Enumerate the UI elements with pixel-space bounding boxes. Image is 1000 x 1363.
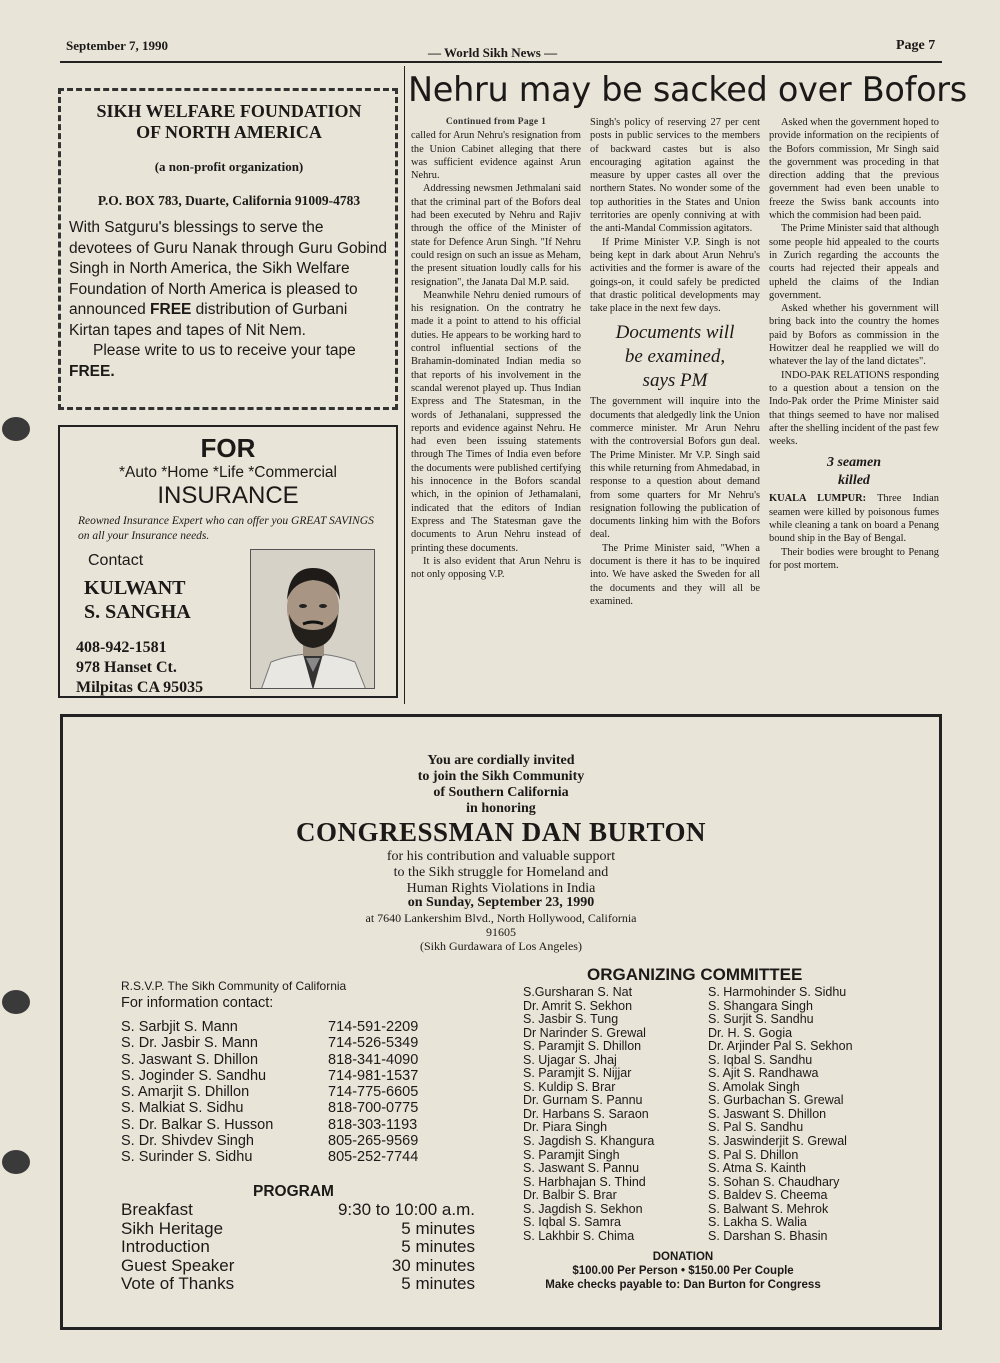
agent-phone: 408-942-1581 bbox=[76, 639, 167, 656]
contact-row: S. Sarbjit S. Mann 714-591-2209 bbox=[121, 1019, 419, 1035]
honoree-name: CONGRESSMAN DAN BURTON bbox=[295, 817, 707, 847]
committee-member: S. Jagdish S. Khangura bbox=[523, 1134, 655, 1149]
continued-kicker: Continued from Page 1 bbox=[445, 117, 547, 127]
foundation-message: With Satguru's blessings to serve the devotees of Guru Nanak through Guru Gobind Singh in North America, the Sikh Welfare Foundation of North America is pleased to announced FREE distribution of Gurbani Kirtan tapes and tapes of Nit Nem. Please write to us to receive your tape FREE. bbox=[69, 219, 387, 380]
committee-member: Dr. Balbir S. Brar bbox=[523, 1188, 617, 1203]
committee-member: S. Jaswant S. Pannu bbox=[523, 1161, 640, 1176]
committee-member: Dr. Amrit S. Sekhon bbox=[523, 998, 633, 1013]
committee-member: S. Paramjit S. Nijjar bbox=[523, 1066, 632, 1081]
subhead-seamen: 3 seamen killed bbox=[826, 455, 882, 489]
agent-name: KULWANT S. SANGHA bbox=[84, 577, 191, 623]
article-column-3: Asked when the government hoped to provide information on the recipients of the Bofors commission, Mr Singh said the government was proceding in that direction adding that the previous government had even been unable to freeze the Swiss bank accounts into which the commision had been paid. The Prime Minister said that although some people hid appealed to the courts in Zurich regarding the accounts the courts had rejected their appeals and upheld the claims of the Indian government. Asked whether his government will bring back into the country the homes paid by Bofors as commission in the Howitzer deal he reapplied we will do whatever the lay of the land dictates". INDO-PAK RELATIONS responding to a question about a tension on the Indo-Pak order the Prime Minister said that things seemed to have nor malised after the shelling incident of the past few weeks. 3 seamen killed KUALA LUMPUR: Three Indian seamen were killed by poisonous fumes while cleaning a tank on board a Penang bound ship in the Bay of Bengal. Their bodies were brought to Penang for post mortem. bbox=[769, 117, 939, 571]
page-number: Page 7 bbox=[896, 38, 936, 53]
issue-date: September 7, 1990 bbox=[66, 38, 168, 53]
contact-row: S. Malkiat S. Sidhu 818-700-0775 bbox=[121, 1100, 419, 1117]
committee-member: S. Lakha S. Walia bbox=[708, 1215, 807, 1230]
insurance-ad bbox=[58, 425, 398, 698]
committee-member: S.Gursharan S. Nat bbox=[523, 985, 633, 999]
committee-member: S. Sohan S. Chaudhary bbox=[708, 1174, 840, 1189]
contact-row: S. Dr. Jasbir S. Mann 714-526-5349 bbox=[121, 1035, 419, 1052]
contact-row: S. Amarjit S. Dhillon 714-775-6605 bbox=[121, 1084, 419, 1101]
insurance-tagline: Reowned Insurance Expert who can offer you GREAT SAVINGS on all your Insurance needs. bbox=[78, 515, 374, 542]
column-divider bbox=[404, 66, 405, 704]
insurance-types: *Auto *Home *Life *Commercial bbox=[119, 464, 337, 481]
committee-member: S. Iqbal S. Samra bbox=[523, 1215, 621, 1230]
committee-title: ORGANIZING COMMITTEE bbox=[587, 965, 803, 984]
program-row: Introduction 5 minutes bbox=[121, 1237, 475, 1257]
donation-amounts: $100.00 Per Person • $150.00 Per Couple bbox=[572, 1265, 794, 1277]
donation-checks: Make checks payable to: Dan Burton for Congress bbox=[545, 1279, 821, 1291]
foundation-address: P.O. BOX 783, Duarte, California 91009-4783 bbox=[97, 193, 361, 208]
committee-member: S. Iqbal S. Sandhu bbox=[708, 1052, 813, 1067]
committee-member: Dr. Arjinder Pal S. Sekhon bbox=[708, 1039, 853, 1054]
committee-member: S. Kuldip S. Brar bbox=[523, 1079, 616, 1094]
agent-street: 978 Hanset Ct. bbox=[76, 659, 177, 676]
binder-hole bbox=[2, 990, 30, 1014]
committee-member: S. Gurbachan S. Grewal bbox=[708, 1093, 844, 1108]
agent-city: Milpitas CA 95035 bbox=[76, 679, 204, 696]
committee-member: S. Jasbir S. Tung bbox=[523, 1012, 619, 1027]
subhead-documents: Documents will be examined, says PM bbox=[615, 322, 735, 392]
foundation-subtitle: (a non-profit organization) bbox=[154, 159, 304, 174]
committee-column-1 bbox=[523, 986, 654, 1243]
committee-member: S. Atma S. Kainth bbox=[708, 1161, 806, 1176]
committee-member: S. Darshan S. Bhasin bbox=[708, 1228, 828, 1243]
invitation-intro: You are cordially invited to join the Sikh Community of Southern California in honoring bbox=[417, 753, 585, 816]
committee-member: S. Jaswant S. Dhillon bbox=[708, 1106, 827, 1121]
event-venue: at 7640 Lankershim Blvd., North Hollywood, California 91605 (Sikh Gurdawara of Los Angeles) bbox=[365, 911, 637, 953]
program-row: Sikh Heritage 5 minutes bbox=[121, 1218, 475, 1238]
contact-row: S. Jaswant S. Dhillon 818-341-4090 bbox=[121, 1051, 419, 1068]
donation-title: DONATION bbox=[652, 1251, 714, 1263]
committee-member: S. Pal S. Sandhu bbox=[708, 1120, 804, 1135]
contact-row: S. Joginder S. Sandhu 714-981-1537 bbox=[121, 1067, 419, 1084]
committee-member: S. Paramjit Singh bbox=[523, 1147, 620, 1162]
committee-member: S. Harmohinder S. Sidhu bbox=[708, 985, 847, 999]
committee-member: S. Ajit S. Randhawa bbox=[708, 1066, 819, 1081]
agent-portrait-photo bbox=[250, 549, 375, 689]
invitation-ad bbox=[60, 714, 942, 1330]
committee-member: Dr. Gurnam S. Pannu bbox=[523, 1093, 643, 1108]
binder-hole bbox=[2, 417, 30, 441]
committee-member: S. Shangara Singh bbox=[708, 998, 813, 1013]
committee-member: S. Amolak Singh bbox=[708, 1079, 800, 1094]
committee-member: S. Pal S. Dhillon bbox=[708, 1147, 799, 1162]
program-list bbox=[121, 1201, 475, 1294]
article-column-1: Continued from Page 1 called for Arun Nehru's resignation from the Union Cabinet alleging that there was sufficient evidence against Arun Nehru. Addressing newsmen Jethmalani said that the criminal part of the Bofors deal had been executed by Nehru and Rajiv through the office of the Minister of state for Defence Arun Singh. "If Nehru could resign on such an issue as Meham, the present situation loudly calls for his resignation", the Janata Dal M.P. said. Meanwhile Nehru denied rumours of his resignation. On the contratry he made it a point to attend to his official duties. He appears to be working hard to control influential sections of the Brahamin-dominated Indian media so that reports of his involvement in the scandal werenot played up. Thus Indian Express and The Statesman, in the words of Jethanalani, suppressed the reports and evidence against Nehru. He had even been issuing statements through The Times of India even before the documents were published certifying his innocence in the Bofors scandal which, in the opinion of Jethamalani, indicated that the editors of Indian Express and The Statesman gave the documents to Arun Nehru instead of printing these documents. It is also evident that Arun Nehru is not only opposing V.P. bbox=[411, 117, 581, 581]
committee-member: S. Surjit S. Sandhu bbox=[708, 1012, 814, 1027]
contact-label: Contact bbox=[88, 552, 144, 569]
rsvp-line: R.S.V.P. The Sikh Community of California For information contact: bbox=[121, 979, 347, 1011]
header-rule bbox=[60, 61, 942, 63]
committee-column-2 bbox=[708, 986, 853, 1243]
program-row: Guest Speaker 30 minutes bbox=[121, 1255, 475, 1275]
foundation-ad bbox=[58, 88, 398, 410]
insurance-for: FOR bbox=[200, 433, 256, 463]
committee-member: S. Ujagar S. Jhaj bbox=[523, 1052, 617, 1067]
article-headline: Nehru may be sacked over Bofors bbox=[408, 70, 967, 109]
program-row: Breakfast 9:30 to 10:00 a.m. bbox=[121, 1200, 475, 1219]
committee-member: Dr. Piara Singh bbox=[523, 1120, 608, 1135]
program-row: Vote of Thanks 5 minutes bbox=[121, 1274, 475, 1294]
insurance-title: INSURANCE bbox=[157, 482, 299, 509]
contact-list bbox=[121, 1019, 418, 1166]
program-title: PROGRAM bbox=[253, 1183, 334, 1200]
contact-row: S. Surinder S. Sidhu 805-252-7744 bbox=[121, 1149, 419, 1166]
event-date: on Sunday, September 23, 1990 bbox=[407, 895, 595, 910]
committee-member: S. Lakhbir S. Chima bbox=[523, 1228, 635, 1243]
committee-member: S. Jaswinderjit S. Grewal bbox=[708, 1134, 847, 1149]
dateline: KUALA LUMPUR: bbox=[769, 493, 867, 505]
committee-member: Dr Narinder S. Grewal bbox=[523, 1025, 646, 1040]
committee-member: S. Paramjit S. Dhillon bbox=[523, 1039, 642, 1054]
committee-member: S. Balwant S. Mehrok bbox=[708, 1201, 829, 1216]
newspaper-name: — World Sikh News — bbox=[428, 45, 558, 60]
committee-member: Dr. Harbans S. Saraon bbox=[523, 1106, 649, 1121]
article-column-2: Singh's policy of reserving 27 per cent posts in public services to the members of backward castes but is also encouraging agitation against the measure by upper castes all over the northern States. No wonder some of the top authorities in the States and Union territories are openly conniving at with the anti-Mandal Commission agitators. If Prime Minister V.P. Singh is not being kept in dark about Arun Nehru's activities and the former is aware of the goings-on, it could safely be predicted that drastic political developments may take place in the next few days. Documents will be examined, says PM The government will inquire into the documents that aledgedly link the Union commerce minister. Mr Arun Nehru with the controversial Bofors gun deal. The Prime Minister. Mr V.P. Singh said this while returning from Ahmedabad, in response to a question about demand from some quarters for Mr Nehru's resignation following the publication of documents linking him with the Bofors deal. The Prime Minister said, "When a document is there it has to be inquired into. We have asked the Sweden for all the documents and they will all be examined. bbox=[590, 117, 760, 607]
invitation-purpose: for his contribution and valuable support to the Sikh struggle for Homeland and Human Rights Violations in India bbox=[386, 849, 616, 896]
committee-member: S. Jagdish S. Sekhon bbox=[523, 1201, 643, 1216]
committee-member: S. Baldev S. Cheema bbox=[708, 1188, 828, 1203]
foundation-title: SIKH WELFARE FOUNDATION OF NORTH AMERICA bbox=[96, 101, 362, 142]
donation-info bbox=[483, 1250, 883, 1292]
committee-member: Dr. H. S. Gogia bbox=[708, 1025, 793, 1040]
contact-row: S. Dr. Balkar S. Husson 818-303-1193 bbox=[121, 1116, 418, 1133]
binder-hole bbox=[2, 1150, 30, 1174]
contact-row: S. Dr. Shivdev Singh 805-265-9569 bbox=[121, 1133, 419, 1150]
committee-member: S. Harbhajan S. Thind bbox=[523, 1174, 646, 1189]
